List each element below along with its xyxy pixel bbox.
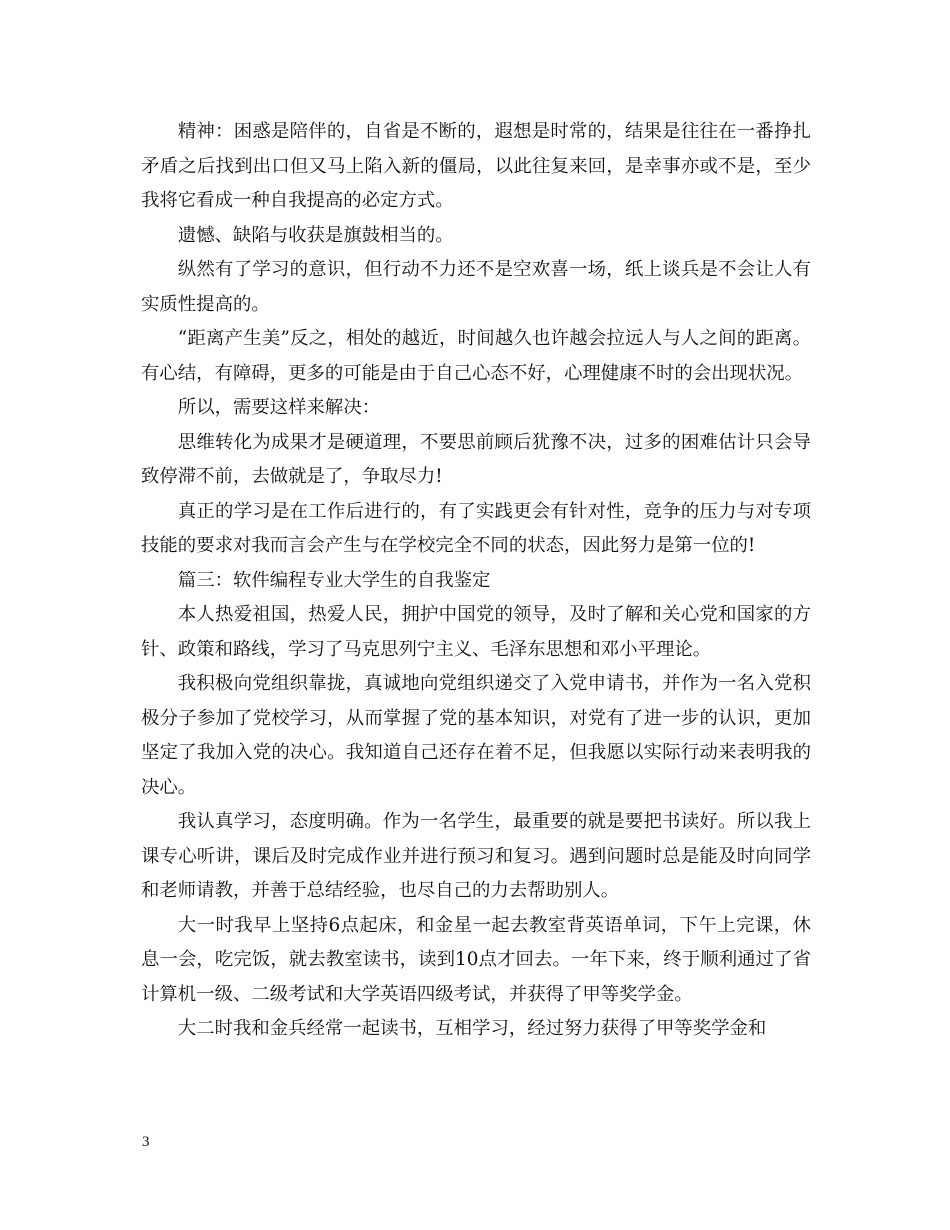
paragraph-4: “距离产生美”反之，相处的越近，时间越久也许越会拉远人与人之间的距离。有心结，有障碍，更多的可能是由于自己心态不好，心理健康不时的会出现状况。 bbox=[141, 328, 811, 384]
paragraph-13: 大二时我和金兵经常一起读书，互相学习，经过努力获得了甲等奖学金和 bbox=[177, 1018, 767, 1039]
paragraph-1: 精神：困惑是陪伴的，自省是不断的，遐想是时常的，结果是往往在一番挣扎矛盾之后找到出口但又马上陷入新的僵局，以此往复来回，是幸事亦或不是，至少我将它看成一种自我提高的必定方式。 bbox=[141, 121, 811, 211]
paragraph-12: 大一时我早上坚持6点起床，和金星一起去教室背英语单词，下午上完课，休息一会，吃完饭，就去教室读书，读到10点才回去。一年下来，终于顺利通过了省计算机一级、二级考试和大学英语四级考试，并获得了甲等奖学金。 bbox=[141, 914, 811, 1005]
document-body bbox=[141, 115, 811, 1047]
paragraph-11: 我认真学习，态度明确。作为一名学生，最重要的就是要把书读好。所以我上课专心听讲，课后及时完成作业并进行预习和复习。遇到问题时总是能及时向同学和老师请教，并善于总结经验，也尽自己的力去帮助别人。 bbox=[141, 811, 811, 901]
paragraph-3: 纵然有了学习的意识，但行动不力还不是空欢喜一场，纸上谈兵是不会让人有实质性提高的。 bbox=[141, 259, 811, 315]
section-heading: 篇三：软件编程专业大学生的自我鉴定 bbox=[177, 569, 491, 591]
paragraph-9: 本人热爱祖国，热爱人民，拥护中国党的领导，及时了解和关心党和国家的方针、政策和路线，学习了马克思列宁主义、毛泽东思想和邓小平理论。 bbox=[141, 604, 811, 660]
paragraph-10: 我积极向党组织靠拢，真诚地向党组织递交了入党申请书，并作为一名入党积极分子参加了党校学习，从而掌握了党的基本知识，对党有了进一步的认识，更加坚定了我加入党的决心。我知道自己还存在着不足，但我愿以实际行动来表明我的决心。 bbox=[141, 673, 811, 798]
paragraph-5: 所以，需要这样来解决： bbox=[177, 397, 381, 418]
paragraph-7: 真正的学习是在工作后进行的，有了实践更会有针对性，竞争的压力与对专项技能的要求对我而言会产生与在学校完全不同的状态，因此努力是第一位的! bbox=[141, 500, 811, 556]
page-number: 3 bbox=[142, 1134, 150, 1150]
paragraph-2: 遗憾、缺陷与收获是旗鼓相当的。 bbox=[177, 224, 454, 246]
paragraph-6: 思维转化为成果才是硬道理，不要思前顾后犹豫不决，过多的困难估计只会导致停滞不前，去做就是了，争取尽力! bbox=[141, 431, 811, 487]
